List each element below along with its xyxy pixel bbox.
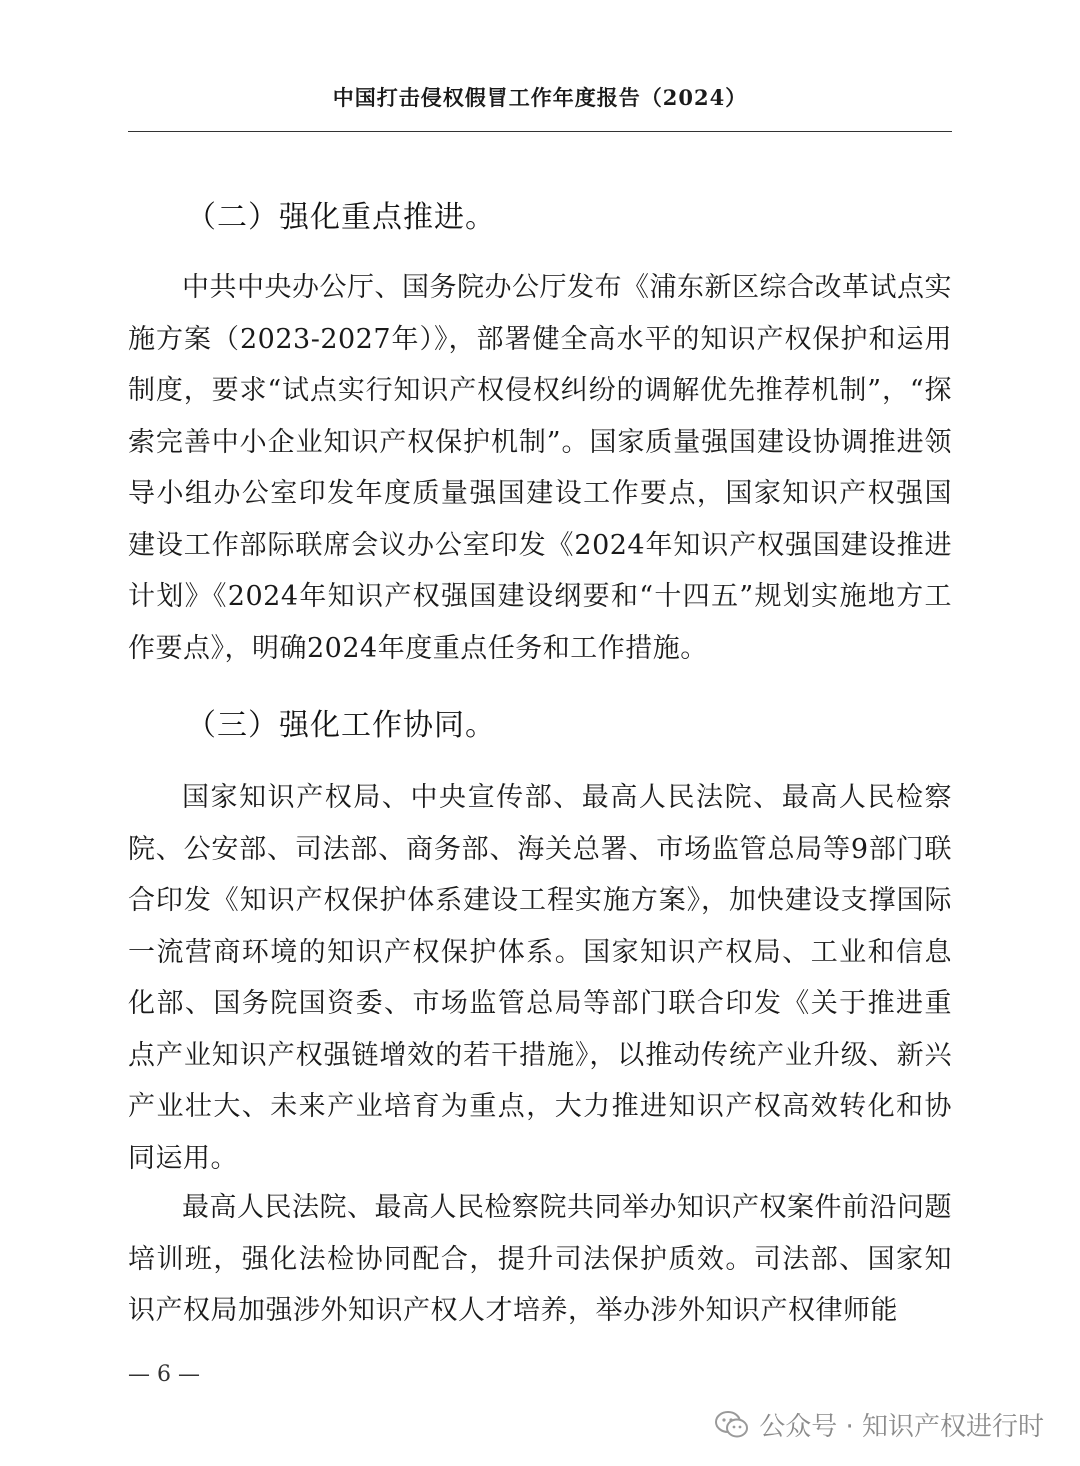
header-divider xyxy=(128,131,952,132)
page-number: — 6 — xyxy=(128,1362,200,1387)
page-header-title: 中国打击侵权假冒工作年度报告（2024） xyxy=(332,85,748,110)
section-three-heading: （三）强化工作协同。 xyxy=(186,708,496,743)
wechat-icon xyxy=(715,1410,749,1440)
wechat-watermark xyxy=(715,1406,1044,1443)
section-two-heading: （二）强化重点推进。 xyxy=(186,200,496,235)
watermark-text: 公众号 · 知识产权进行时 xyxy=(759,1412,1044,1442)
section-three-paragraph-2: 最高人民法院、最高人民检察院共同举办知识产权案件前沿问题培训班，强化法检协同配合，提升司法保护质效。司法部、国家知识产权局加强涉外知识产权人才培养，举办涉外知识产权律师能 xyxy=(128,1192,952,1326)
section-two-paragraph: 中共中央办公厅、国务院办公厅发布《浦东新区综合改革试点实施方案（2023-2027年）》，部署健全高水平的知识产权保护和运用制度，要求“试点实行知识产权侵权纠纷的调解优先推荐机制”，“探索完善中小企业知识产权保护机制”。国家质量强国建设协调推进领导小组办公室印发年度质量强国建设工作要点，国家知识产权强国建设工作部际联席会议办公室印发《2024年知识产权强国建设推进计划》《2024年知识产权强国建设纲要和“十四五”规划实施地方工作要点》，明确2024年度重点任务和工作措施。 xyxy=(128,272,952,664)
section-three-paragraph-1: 国家知识产权局、中央宣传部、最高人民法院、最高人民检察院、公安部、司法部、商务部、海关总署、市场监管总局等9部门联合印发《知识产权保护体系建设工程实施方案》，加快建设支撑国际一流营商环境的知识产权保护体系。国家知识产权局、工业和信息化部、国务院国资委、市场监管总局等部门联合印发《关于推进重点产业知识产权强链增效的若干措施》，以推动传统产业升级、新兴产业壮大、未来产业培育为重点，大力推进知识产权高效转化和协同运用。 xyxy=(128,782,952,1174)
